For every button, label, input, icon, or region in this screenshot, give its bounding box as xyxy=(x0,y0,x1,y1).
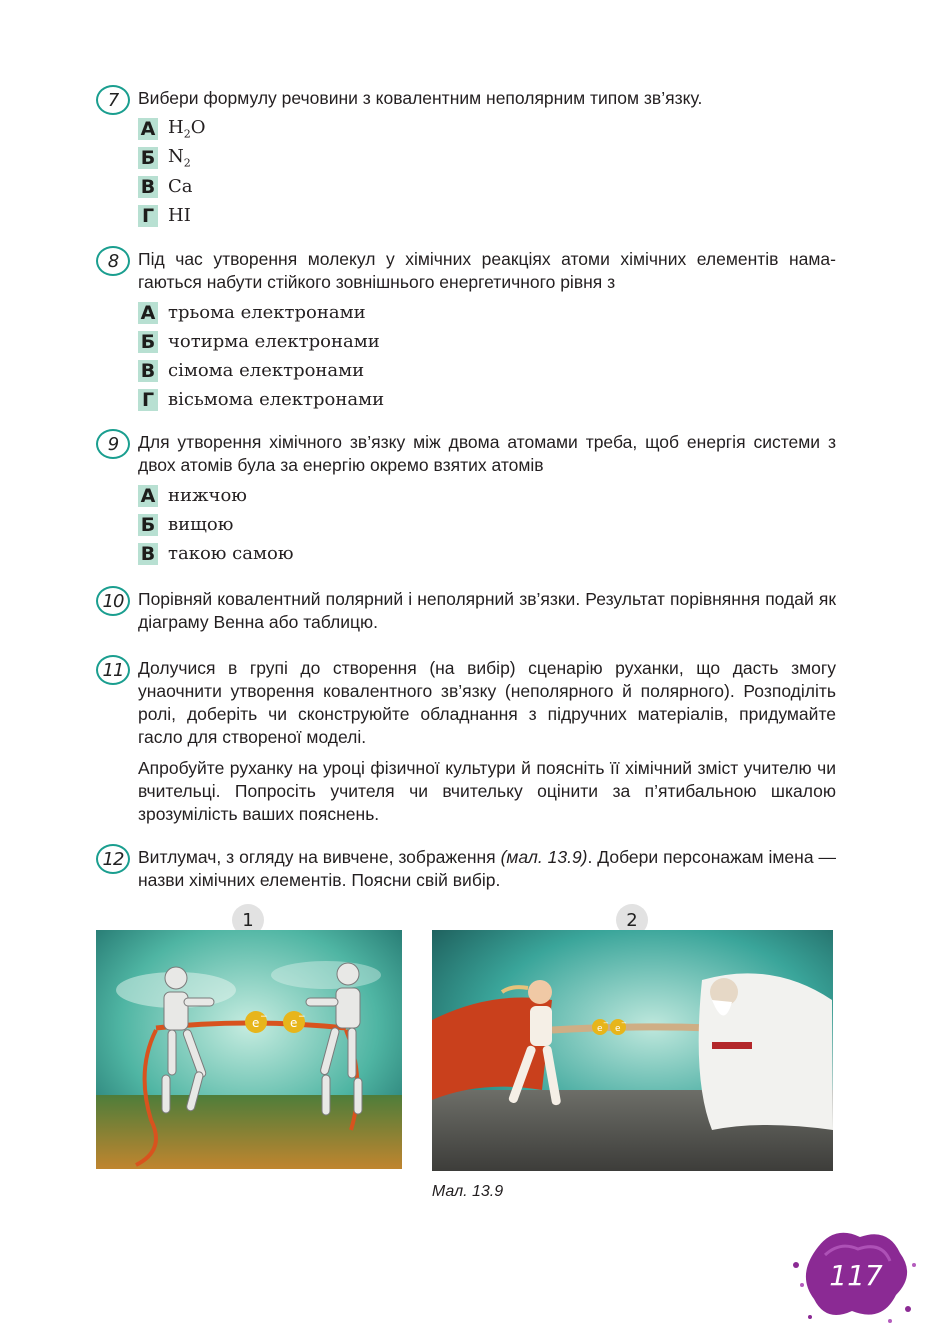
option-formula: HI xyxy=(168,205,191,226)
question-8 xyxy=(96,248,836,414)
question-9 xyxy=(96,431,836,568)
option-letter: А xyxy=(138,118,158,140)
option-g[interactable] xyxy=(138,201,836,230)
figure-badge-1: 1 xyxy=(232,904,264,936)
option-letter: В xyxy=(138,176,158,198)
option-letter: А xyxy=(138,485,158,507)
polar-bond-tug-of-war-image xyxy=(432,930,833,1171)
page-number-badge xyxy=(790,1225,920,1325)
option-v[interactable] xyxy=(138,539,836,568)
option-a[interactable] xyxy=(138,298,836,327)
options-list xyxy=(138,481,836,568)
question-number: 7 xyxy=(96,85,130,115)
option-text: вищою xyxy=(168,514,234,535)
option-text: нижчою xyxy=(168,485,247,506)
formula-part: O xyxy=(190,116,206,138)
option-text: такою самою xyxy=(168,543,294,564)
option-letter: Г xyxy=(138,205,158,227)
formula-subscript: 2 xyxy=(183,156,191,170)
electron-label: e xyxy=(597,1024,603,1034)
option-text: сімома електронами xyxy=(168,360,365,381)
question-extra-text: Апробуйте руханку на уроці фізичної культури й поясніть її хімічний зміст учителю чи вчительці. Попросіть учителя чи вчительку оцінити за п’ятибальною шкалою зрозумілість ваших пояснень. xyxy=(138,758,836,824)
option-letter: Б xyxy=(138,331,158,353)
question-text: Вибери формулу речовини з ковалентним неполярним типом зв’язку. xyxy=(138,88,703,108)
option-letter: Б xyxy=(138,514,158,536)
option-text: трьома електронами xyxy=(168,302,366,323)
question-text: Під час утворення молекул у хімічних реакціях атоми хімічних елементів намагаються набути стійкого зовнішнього енергетичного рівня з xyxy=(138,249,836,292)
electron-label: e xyxy=(615,1024,621,1034)
option-b[interactable] xyxy=(138,510,836,539)
formula-part: N xyxy=(168,145,184,167)
option-a[interactable] xyxy=(138,481,836,510)
electron-sign: − xyxy=(260,1012,268,1022)
option-v[interactable] xyxy=(138,356,836,385)
electron-sign: − xyxy=(298,1012,306,1022)
question-number: 8 xyxy=(96,246,130,276)
question-number: 12 xyxy=(96,844,130,874)
question-text: Для утворення хімічного зв’язку між двома атомами треба, щоб енергія системи з двох атомів була за енергію окремо взятих атомів xyxy=(138,432,836,475)
electron-label: e xyxy=(252,1016,260,1030)
option-letter: Б xyxy=(138,147,158,169)
option-g[interactable] xyxy=(138,385,836,414)
figure-group xyxy=(96,910,836,1210)
question-text-part: Витлумач, з огляду на вивчене, зображення xyxy=(138,847,501,867)
formula-part: H xyxy=(168,116,184,138)
option-b[interactable] xyxy=(138,327,836,356)
question-text xyxy=(138,846,836,892)
figure-badge-2: 2 xyxy=(616,904,648,936)
robots-tug-of-war-image xyxy=(96,930,402,1169)
option-letter: А xyxy=(138,302,158,324)
question-7 xyxy=(96,87,836,230)
question-10 xyxy=(96,588,836,634)
question-number: 10 xyxy=(96,586,130,616)
electron-label: e xyxy=(290,1016,298,1030)
polar-bond-illustration xyxy=(432,930,833,1171)
option-text: вісьмома електронами xyxy=(168,389,385,410)
page-number: 117 xyxy=(829,1259,883,1292)
option-formula xyxy=(168,117,205,141)
robots-illustration xyxy=(96,930,402,1169)
page-number-blob xyxy=(790,1225,920,1325)
option-letter: В xyxy=(138,360,158,382)
option-v[interactable] xyxy=(138,172,836,201)
question-text: Долучися в групі до створення (на вибір) сценарію руханки, що дасть змогу унаочнити утворення ковалентного зв’язку (неполярного й полярного). Розподіліть ролі, доберіть чи сконструюйте обладнання з підручних матеріалів, придумайте гасло для створеної моделі. xyxy=(138,658,836,747)
option-text: чотирма електронами xyxy=(168,331,380,352)
electron-sign: − xyxy=(621,1019,627,1027)
option-formula: Ca xyxy=(168,176,193,197)
option-letter: Г xyxy=(138,389,158,411)
question-12 xyxy=(96,846,836,892)
question-number: 9 xyxy=(96,429,130,459)
formula-subscript: 2 xyxy=(183,127,191,141)
question-text: Порівняй ковалентний полярний і неполярний зв’язки. Результат порівняння подай як діаграму Венна або таблицю. xyxy=(138,589,836,632)
figure-caption: Мал. 13.9 xyxy=(431,1183,504,1200)
options-list xyxy=(138,114,836,230)
options-list xyxy=(138,298,836,414)
option-letter: В xyxy=(138,543,158,565)
question-11 xyxy=(96,657,836,826)
question-text-part: . Добери персонажам імена — назви хімічних елементів. Поясни свій вибір. xyxy=(138,847,836,890)
question-number: 11 xyxy=(96,655,130,685)
option-a[interactable] xyxy=(138,114,836,143)
option-b[interactable] xyxy=(138,143,836,172)
electron-sign: − xyxy=(603,1019,609,1027)
option-formula xyxy=(168,146,191,170)
figure-reference: (мал. 13.9) xyxy=(500,847,588,867)
